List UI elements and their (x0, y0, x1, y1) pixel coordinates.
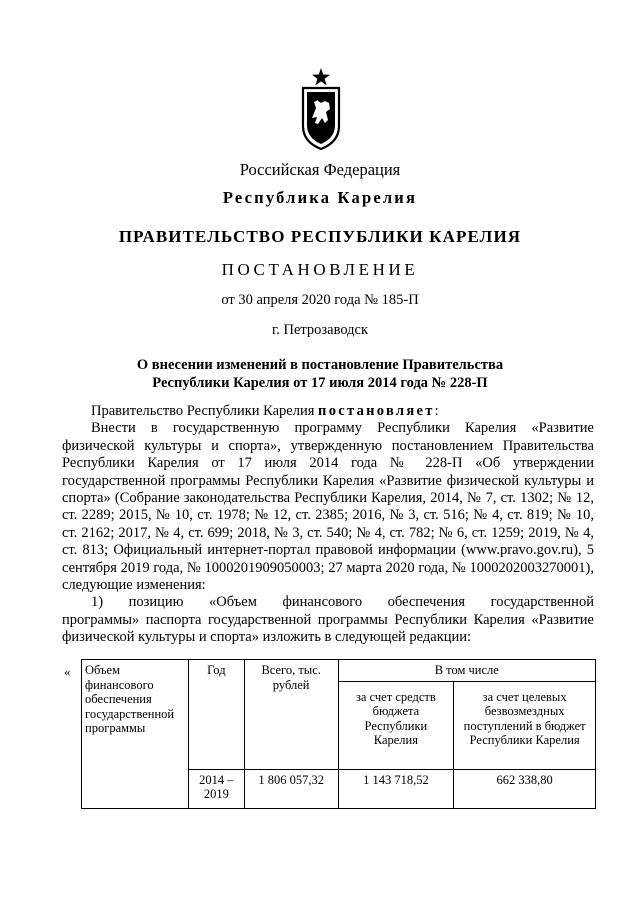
program-label-cell: Объем финансового обеспечения государственной программы (82, 660, 189, 809)
year-cell: 2014 – 2019 (188, 769, 244, 808)
decree-date: от 30 апреля 2020 года № 185-П (221, 292, 419, 308)
country-name: Российская Федерация (239, 160, 401, 179)
item-1-word: позицию (128, 594, 184, 611)
main-paragraph: Внести в государственную программу Республики Карелия «Развитие физической культуры и спорта», утвержденную постановлением Правительства Республики Карелия от 17 июля 2014 года № 228-П «Об утверждении государственной программы Республики Карелия «Развитие физической культуры и спорта» (Собрание законодательства Республики Карелия, 2014, № 7, ст. 1302; № 12, ст. 2289; 2015, № 10, ст. 1978; № 12, ст. 2385; 2016, № 3, ст. 516; № 4, ст. 819; № 10, ст. 2162; 2017, № 4, ст. 699; 2018, № 3, ст. 540; № 4, ст. 782; № 6, ст. 1259; 2019, № 4, ст. 813; Официальный интернет-портал правовой информации (www.pravo.gov.ru), 5 сентября 2019 года, № 1000201909050003; 27 марта 2020 года, № 1000202003270001), следующие изменения: (62, 420, 594, 594)
table-header-row (82, 660, 596, 682)
targeted-cell: 662 338,80 (454, 769, 596, 808)
opening-quote: « (64, 664, 71, 679)
item-1-word: обеспечения (387, 594, 466, 611)
preamble-verb: постановляет (318, 403, 435, 419)
city-name: г. Петрозаводск (271, 322, 369, 338)
decree-subject (0, 356, 640, 392)
preamble (62, 403, 594, 420)
coat-of-arms-icon (298, 68, 344, 150)
item-1-word: «Объем (209, 594, 257, 611)
including-header: В том числе (338, 660, 595, 682)
republic-name: Республика Карелия (222, 188, 418, 207)
government-name: ПРАВИТЕЛЬСТВО РЕСПУБЛИКИ КАРЕЛИЯ (118, 227, 522, 246)
document-type: ПОСТАНОВЛЕНИЕ (221, 260, 419, 279)
total-cell: 1 806 057,32 (244, 769, 338, 808)
subject-line-2: Республики Карелия от 17 июля 2014 года № 228-П (152, 375, 488, 391)
item-1-word: 1) (91, 594, 104, 611)
preamble-colon: : (434, 403, 439, 419)
item-1-rest: программы» паспорта государственной программы Республики Карелия «Развитие физической культуры и спорта» изложить в следующей редакции: (62, 611, 594, 646)
total-header: Всего, тыс. рублей (244, 660, 338, 770)
decree-body (62, 403, 594, 647)
item-1-first-line (62, 594, 594, 611)
year-header: Год (188, 660, 244, 770)
targeted-header: за счет целевых безвозмездных поступлений в бюджет Республики Карелия (454, 681, 596, 769)
financing-table (81, 659, 596, 809)
item-1-word: государственной (490, 594, 594, 611)
budget-cell: 1 143 718,52 (338, 769, 454, 808)
budget-header: за счет средств бюджета Республики Карелия (338, 681, 454, 769)
item-1-word: финансового (282, 594, 363, 611)
preamble-text: Правительство Республики Карелия (91, 403, 319, 419)
subject-line-1: О внесении изменений в постановление Правительства (136, 357, 504, 373)
